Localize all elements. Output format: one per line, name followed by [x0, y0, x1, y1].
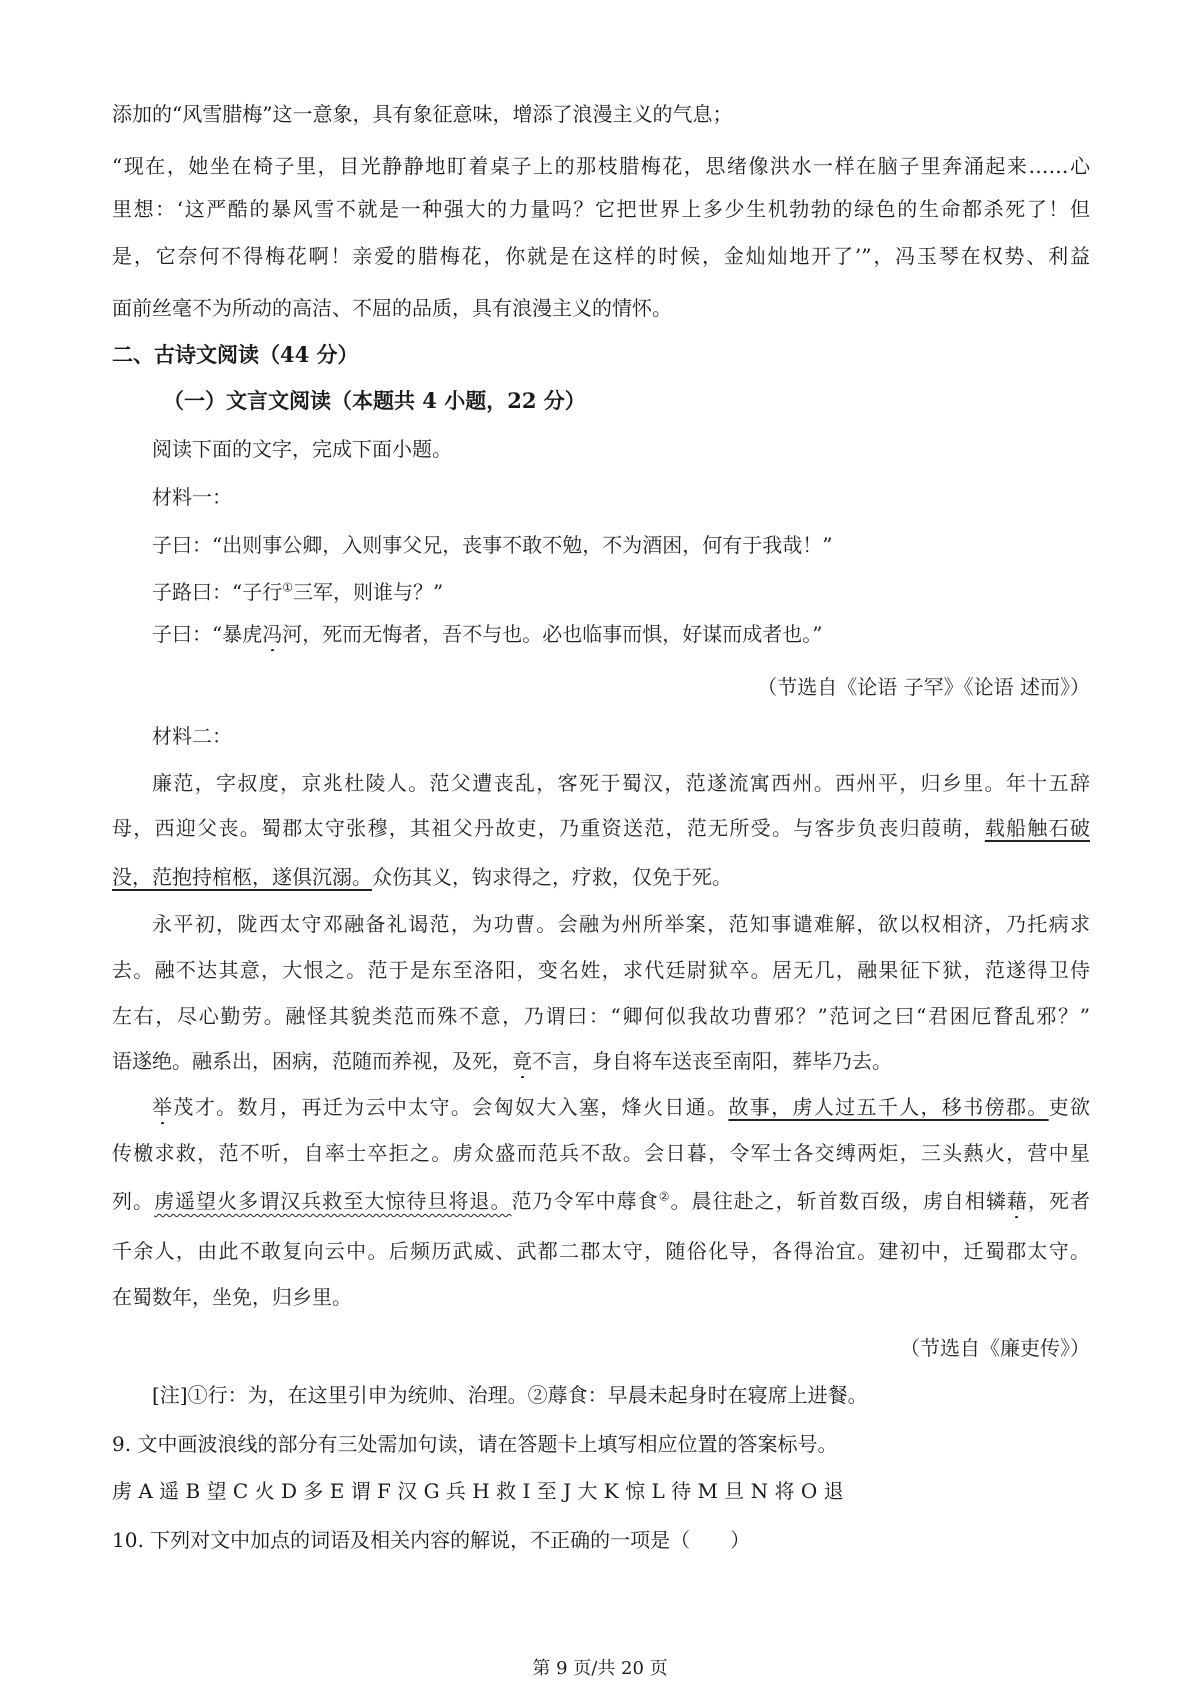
underlined-sentence: 载船触石破 — [984, 816, 1090, 840]
underlined-sentence: 故事，虏人过五千人，移书傍郡。 — [728, 1095, 1049, 1119]
text-segment: 语遂绝。融系出，困病，范随而养视，及死， — [112, 1049, 512, 1073]
material2-source: （节选自《廉吏传》） — [900, 1336, 1090, 1360]
question-9-options: 虏 A 遥 B 望 C 火 D 多 E 谓 F 汉 G 兵 H 救 I 至 J 大 K 惊 L 待 M 旦 N 将 O 退 — [112, 1479, 844, 1503]
page-footer: 第 9 页/共 20 页 — [532, 1658, 668, 1679]
text-segment: 。晨往赴之，斩首数百级，虏自相辚 — [670, 1189, 1007, 1213]
text-segment: 子路曰：“子行 — [152, 580, 283, 604]
text-segment: ，死者 — [1026, 1189, 1090, 1213]
section-instruction: 阅读下面的文字，完成下面小题。 — [152, 437, 452, 461]
material2-p2-line-1: 永平初，陇西太守邓融备礼谒范，为功曹。会融为州所举案，范知事谴难解，欲以权相济，乃托病求 — [152, 912, 1090, 936]
material2-p2-line-3: 左右，尽心勤劳。融怪其貌类范而殊不意，乃谓曰：“卿何似我故功曹邪？”范诃之曰“君困厄瞀乱邪？” — [112, 1004, 1090, 1028]
text-segment: 吏欲 — [1048, 1095, 1090, 1119]
text-segment: 范乃令军中蓐食 — [511, 1189, 659, 1213]
text-segment: 子曰：“暴虎 — [152, 622, 263, 646]
material2-p3-line-3 — [112, 1186, 1090, 1218]
prev-answer-line-3: 里想：‘这严酷的暴风雪不就是一种强大的力量吗？它把世界上多少生机勃勃的绿色的生命都杀死了！但 — [112, 197, 1090, 221]
prev-answer-line-4: 是，它奈何不得梅花啊！亲爱的腊梅花，你就是在这样的时候，金灿灿地开了’”，冯玉琴在权势、利益 — [112, 244, 1090, 268]
text-segment: 列。 — [112, 1189, 155, 1213]
material2-p3-line-2: 传檄求救，范不听，自率士卒拒之。虏众盛而范兵不敌。会日暮，令军士各交缚两炬，三头爇火，营中星 — [112, 1141, 1090, 1165]
text-segment: 众伤其义，钩求得之，疗救，仅免于死。 — [372, 865, 732, 889]
material2-p1-line-1: 廉范，字叔度，京兆杜陵人。范父遭丧乱，客死于蜀汉，范遂流寓西州。西州平，归乡里。年十五辞 — [152, 771, 1090, 795]
prev-answer-line-1: 添加的“风雪腊梅”这一意象，具有象征意味，增添了浪漫主义的气息； — [112, 102, 733, 126]
text-segment: 茂才。数月，再迁为云中太守。会匈奴大入塞，烽火日通。 — [172, 1095, 729, 1119]
footnote-marker: ② — [658, 1189, 671, 1204]
section-title: 二、古诗文阅读（44 分） — [112, 342, 359, 367]
text-segment: 不言，身自将车送丧至南阳，葬毕乃去。 — [532, 1049, 892, 1073]
text-segment: 三军，则谁与？” — [293, 580, 444, 604]
text-segment: 母，西迎父丧。蜀郡太守张穆，其祖父丹故吏，乃重资送范，范无所受。与客步负丧归葭萌， — [112, 816, 985, 840]
material1-line-1: 子曰：“出则事公卿，入则事父兄，丧事不敢不勉，不为酒困，何有于我哉！” — [152, 533, 833, 557]
dotted-word: 藉 — [1007, 1186, 1027, 1216]
material1-line-2 — [152, 577, 1090, 609]
material2-p2-line-4 — [112, 1046, 1090, 1078]
material2-label: 材料二： — [152, 724, 232, 748]
material2-p1-line-2 — [112, 813, 1090, 845]
material2-p3-line-5: 在蜀数年，坐免，归乡里。 — [112, 1285, 352, 1309]
material2-p2-line-2: 去。融不达其意，大恨之。范于是东至洛阳，变名姓，求代廷尉狱卒。居无几，融果征下狱，范遂得卫侍 — [112, 958, 1090, 982]
footnote-marker: ① — [282, 580, 293, 595]
dotted-word: 冯 — [262, 619, 282, 649]
material2-p3-line-4: 千余人，由此不敢复向云中。后频历武威、武都二郡太守，随俗化导，各得治宜。建初中，迁蜀郡太守。 — [112, 1239, 1090, 1263]
material1-line-3 — [152, 619, 1090, 651]
material2-p1-line-3 — [112, 862, 1090, 894]
section-subtitle: （一）文言文阅读（本题共 4 小题，22 分） — [163, 388, 586, 413]
material2-p3-line-1 — [152, 1092, 1090, 1124]
material1-label: 材料一： — [152, 485, 232, 509]
footnotes: [注]①行：为，在这里引申为统帅、治理。②蓐食：早晨未起身时在寝席上进餐。 — [152, 1383, 868, 1407]
material1-source: （节选自《论语 子罕》《论语 述而》） — [757, 675, 1090, 699]
question-9: 9. 文中画波浪线的部分有三处需加句读，请在答题卡上填写相应位置的答案标号。 — [112, 1432, 838, 1456]
wavy-underlined-sentence: 虏遥望火多谓汉兵救至大惊待旦将退。 — [154, 1189, 512, 1213]
dotted-word: 竟 — [512, 1046, 532, 1076]
prev-answer-line-5: 面前丝毫不为所动的高洁、不屈的品质，具有浪漫主义的情怀。 — [112, 296, 672, 320]
question-10: 10. 下列对文中加点的词语及相关内容的解说，不正确的一项是（ ） — [112, 1528, 751, 1552]
text-segment: 河，死而无悔者，吾不与也。必也临事而惧，好谋而成者也。” — [282, 622, 823, 646]
prev-answer-line-2: “现在，她坐在椅子里，目光静静地盯着桌子上的那枝腊梅花，思绪像洪水一样在脑子里奔涌起来……心 — [112, 154, 1090, 178]
underlined-sentence: 没，范抱持棺柩，遂俱沉溺。 — [112, 865, 372, 889]
dotted-word: 举 — [152, 1092, 172, 1122]
